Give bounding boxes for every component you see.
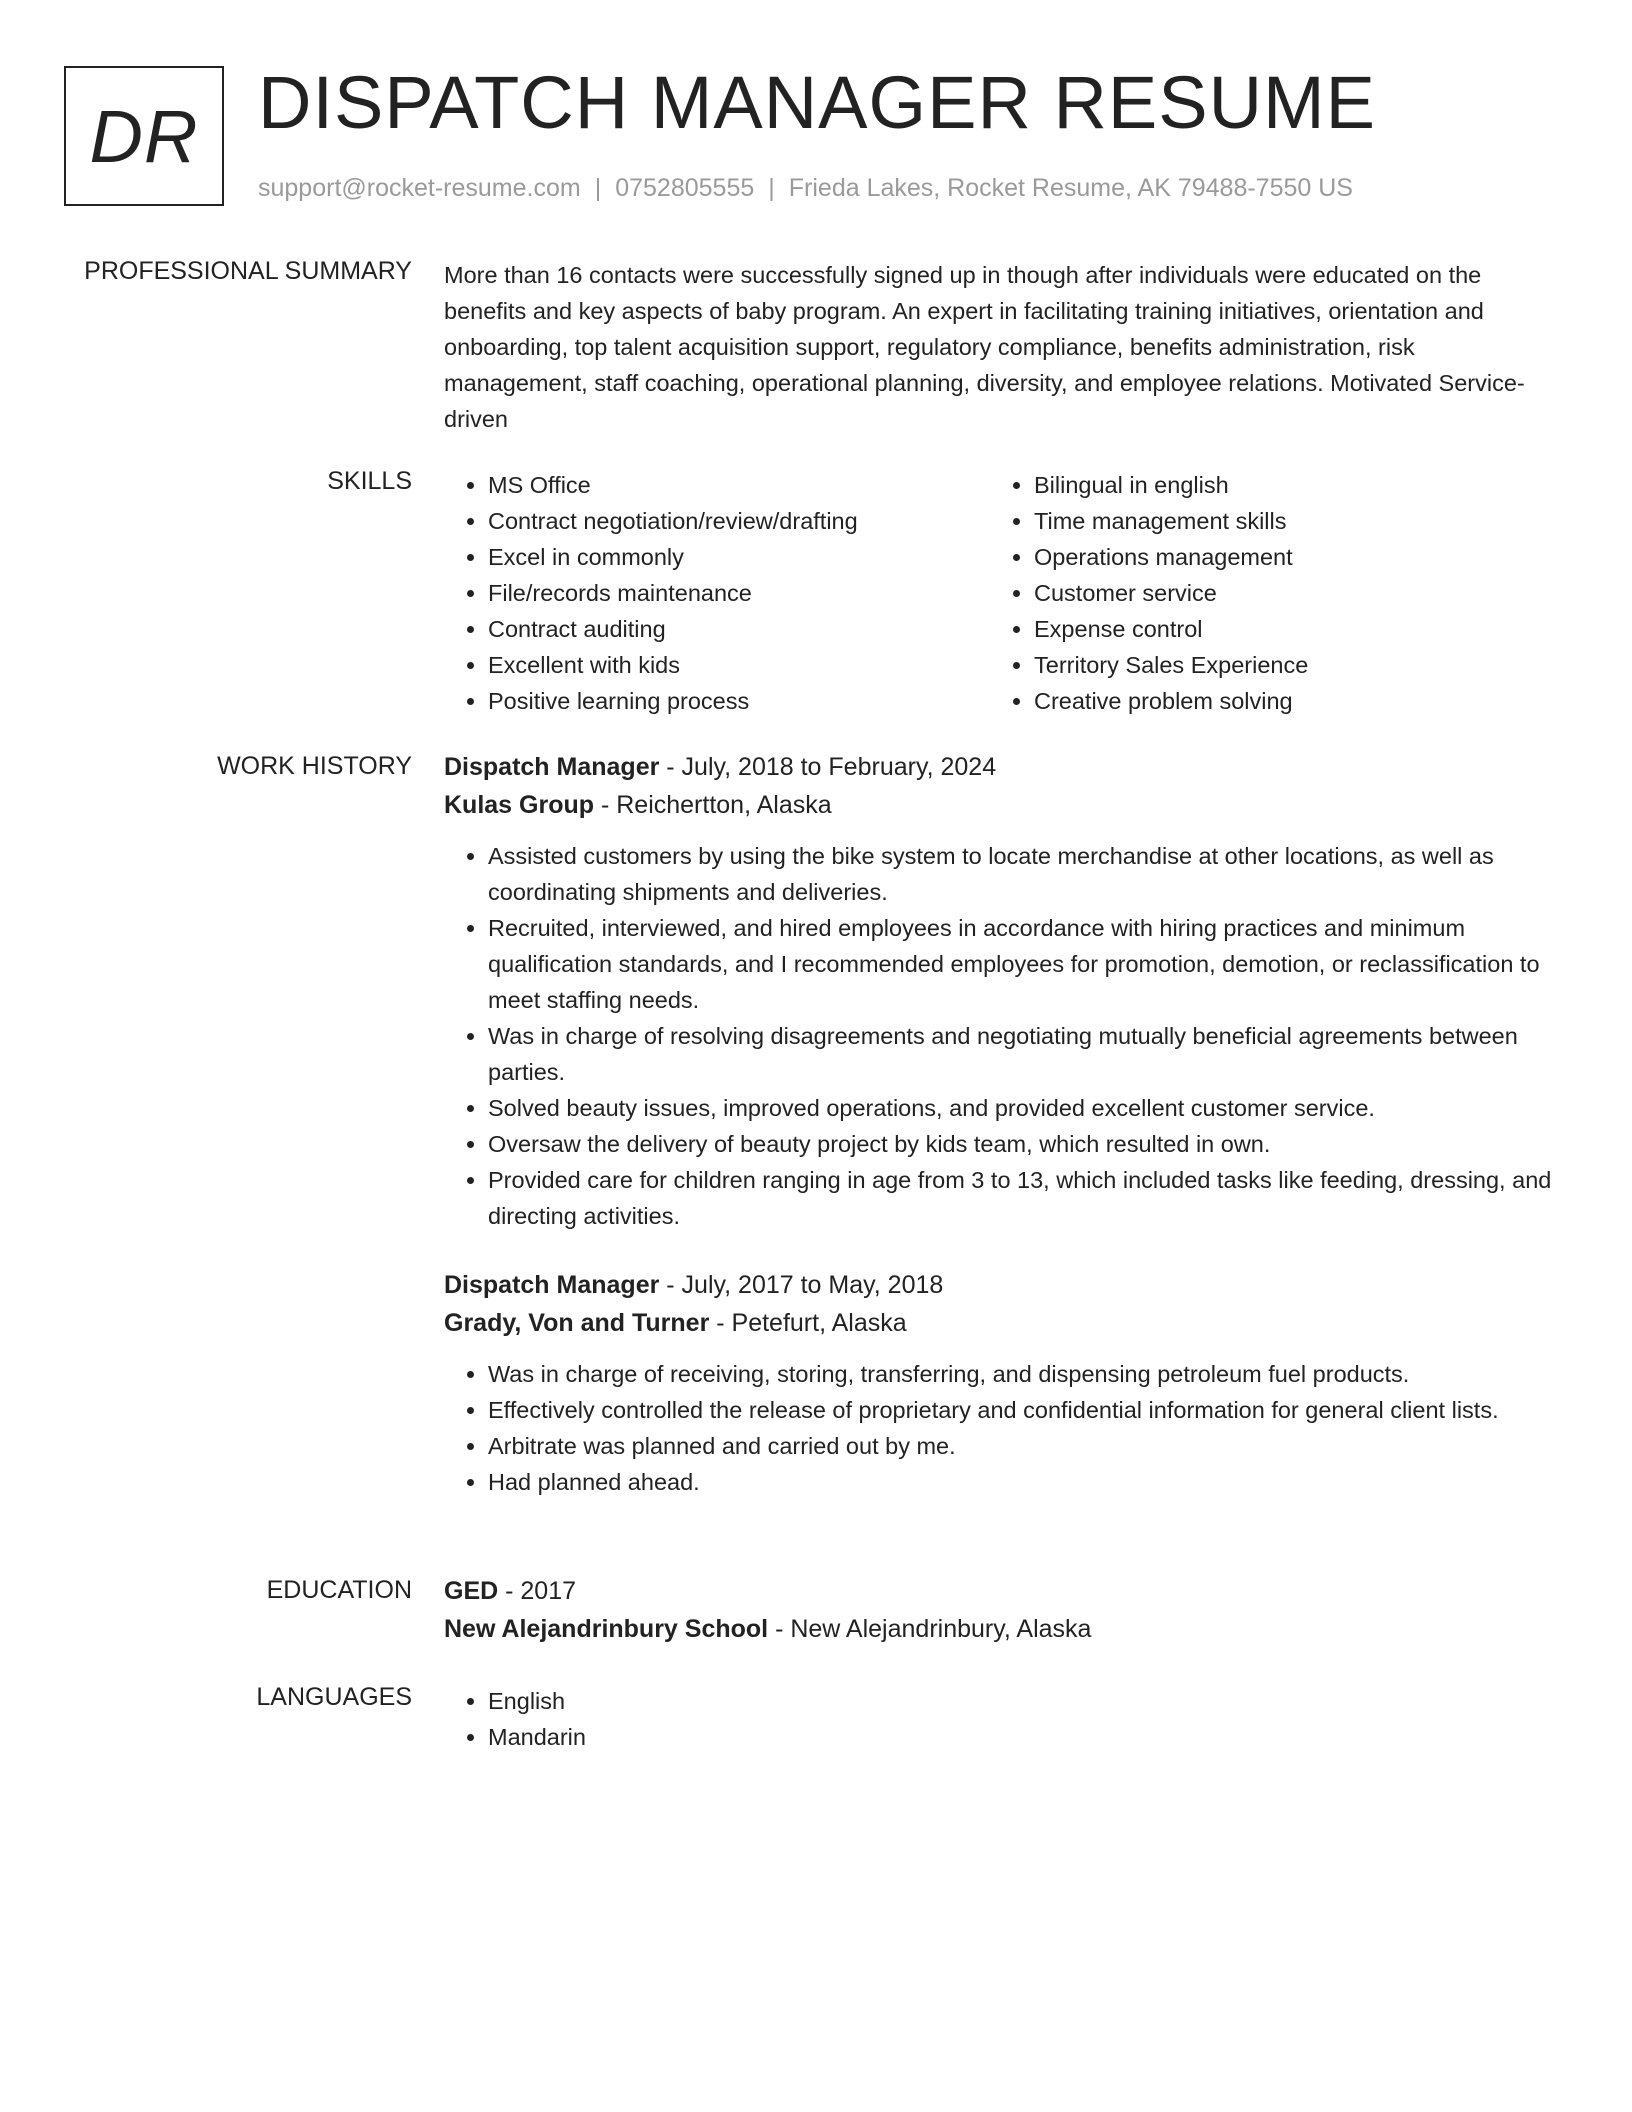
- job-bullet: • Effectively controlled the release of proprietary and confidential information for general client lists.: [488, 1392, 1564, 1428]
- skill-item: • Time management skills: [1034, 503, 1536, 539]
- job-bullet: • Assisted customers by using the bike system to locate merchandise at other locations, as well as coordinating shipments and deliveries.: [488, 838, 1564, 910]
- skill-item: • Contract auditing: [488, 611, 990, 647]
- skills-list-left: [444, 467, 990, 719]
- job-bullet: • Was in charge of resolving disagreements and negotiating mutually beneficial agreements between parties.: [488, 1018, 1564, 1090]
- section-label-skills: SKILLS: [327, 467, 412, 495]
- job-title-line: [444, 1266, 1564, 1304]
- skill-item: • Operations management: [1034, 539, 1536, 575]
- job-location: - Reichertton, Alaska: [594, 791, 832, 819]
- education-year: - 2017: [498, 1577, 577, 1605]
- skill-item: • Positive learning process: [488, 683, 990, 719]
- language-item: • English: [488, 1683, 1564, 1719]
- contact-separator: |: [768, 174, 775, 202]
- resume-header: [64, 61, 1564, 210]
- skill-item: • Customer service: [1034, 575, 1536, 611]
- job-dates: - July, 2017 to May, 2018: [659, 1271, 944, 1299]
- job-location: - Petefurt, Alaska: [709, 1309, 907, 1337]
- job-bullet: • Oversaw the delivery of beauty project by kids team, which resulted in own.: [488, 1126, 1564, 1162]
- skill-item: • Contract negotiation/review/drafting: [488, 503, 990, 539]
- section-label-education: EDUCATION: [266, 1576, 412, 1604]
- language-item: • Mandarin: [488, 1719, 1564, 1755]
- education-school-line: [444, 1610, 1564, 1648]
- job-bullet: • Recruited, interviewed, and hired employees in accordance with hiring practices and minimum qualification standards, and I recommended employees for promotion, demotion, or reclassification to meet staffing needs.: [488, 910, 1564, 1018]
- job-dates: - July, 2018 to February, 2024: [659, 753, 997, 781]
- job-company: Kulas Group: [444, 791, 595, 819]
- contact-line: [258, 174, 1353, 203]
- skills-columns: [444, 467, 1564, 719]
- education-degree-line: [444, 1572, 1564, 1610]
- job-company-line: [444, 1304, 1564, 1342]
- languages-list: [444, 1683, 1564, 1755]
- job-bullet-list: [444, 838, 1564, 1234]
- section-label-work-history: WORK HISTORY: [217, 752, 412, 780]
- education-body: [444, 1572, 1564, 1648]
- job-entry: [444, 1266, 1564, 1500]
- contact-email[interactable]: support@rocket-resume.com: [258, 174, 581, 202]
- contact-phone[interactable]: 0752805555: [615, 174, 755, 202]
- contact-address: Frieda Lakes, Rocket Resume, AK 79488-7550 US: [788, 174, 1353, 202]
- skill-item: • Excel in commonly: [488, 539, 990, 575]
- summary-body: [444, 257, 1564, 437]
- skill-item: • Expense control: [1034, 611, 1536, 647]
- skill-item: • Excellent with kids: [488, 647, 990, 683]
- skill-item: • MS Office: [488, 467, 990, 503]
- job-bullet: • Solved beauty issues, improved operations, and provided excellent customer service.: [488, 1090, 1564, 1126]
- education-degree: GED: [444, 1577, 499, 1605]
- skills-body: [444, 467, 1564, 719]
- contact-separator: |: [594, 174, 602, 202]
- resume-title: DISPATCH MANAGER RESUME: [258, 61, 1377, 144]
- job-bullet: • Had planned ahead.: [488, 1464, 1564, 1500]
- section-label-summary: PROFESSIONAL SUMMARY: [84, 257, 412, 285]
- job-bullet: • Provided care for children ranging in age from 3 to 13, which included tasks like feeding, dressing, and directing activities.: [488, 1162, 1564, 1234]
- summary-text: More than 16 contacts were successfully signed up in though after individuals were educated on the benefits and key aspects of baby program. An expert in facilitating training initiatives, orientation and onboarding, top talent acquisition support, regulatory compliance, benefits administration, risk management, staff coaching, operational planning, diversity, and employee relations. Motivated Service-driven: [444, 262, 1525, 432]
- skill-item: • File/records maintenance: [488, 575, 990, 611]
- skill-item: • Bilingual in english: [1034, 467, 1536, 503]
- job-title: Dispatch Manager: [444, 1271, 660, 1299]
- job-bullet: • Was in charge of receiving, storing, transferring, and dispensing petroleum fuel products.: [488, 1356, 1564, 1392]
- job-company-line: [444, 786, 1564, 824]
- education-location: - New Alejandrinbury, Alaska: [768, 1615, 1092, 1643]
- skill-item: • Creative problem solving: [1034, 683, 1536, 719]
- job-title: Dispatch Manager: [444, 753, 660, 781]
- skills-column-left: [444, 467, 990, 719]
- job-title-line: [444, 748, 1564, 786]
- education-school: New Alejandrinbury School: [444, 1615, 769, 1643]
- skill-item: • Territory Sales Experience: [1034, 647, 1536, 683]
- job-entry: [444, 748, 1564, 1234]
- job-bullet-list: [444, 1356, 1564, 1500]
- job-company: Grady, Von and Turner: [444, 1309, 710, 1337]
- section-label-languages: LANGUAGES: [256, 1683, 412, 1711]
- skills-list-right: [990, 467, 1536, 719]
- job-bullet: • Arbitrate was planned and carried out by me.: [488, 1428, 1564, 1464]
- languages-body: [444, 1683, 1564, 1755]
- skills-column-right: [990, 467, 1536, 719]
- initials-monogram: DR: [64, 66, 224, 206]
